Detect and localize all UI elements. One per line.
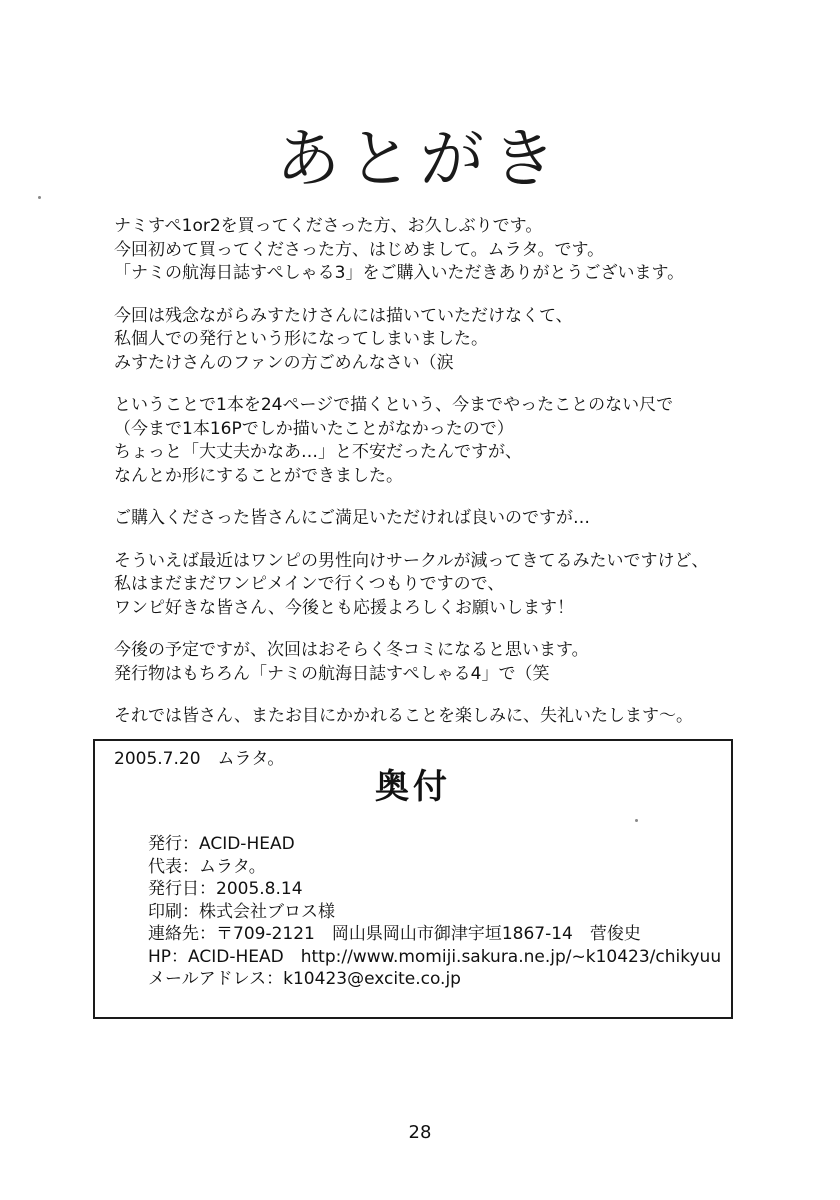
afterword-line: 私個人での発行という形になってしまいました。 — [114, 329, 488, 349]
colophon-box — [93, 739, 733, 1019]
afterword-line: 今回は残念ながらみすたけさんには描いていただけなくて、 — [114, 305, 573, 326]
afterword-body — [114, 215, 754, 771]
speck-mark — [38, 196, 41, 199]
colophon-representative: 代表：ムラタ。 — [148, 856, 266, 877]
colophon-publisher: 発行：ACID-HEAD — [148, 834, 295, 854]
afterword-line: ということで1本を24ページで描くという、今までやったことのない尺で — [114, 395, 674, 415]
afterword-paragraph — [114, 215, 754, 286]
afterword-line: （今まで1本16Pでしか描いたことがなかったので） — [114, 418, 514, 439]
afterword-paragraph — [114, 705, 754, 729]
colophon-email: メールアドレス：k10423@excite.co.jp — [148, 969, 461, 989]
afterword-line: ご購入くださった皆さんにご満足いただければ良いのですが… — [114, 508, 590, 528]
afterword-line: 今回初めて買ってくださった方、はじめまして。ムラタ。です。 — [114, 239, 605, 260]
page-number: 28 — [408, 1122, 432, 1143]
colophon-contact: 連絡先：〒709-2121 岡山県岡山市御津宇垣1867-14 菅俊史 — [148, 924, 641, 944]
afterword-line: 私はまだまだワンピメインで行くつもりですので、 — [114, 574, 505, 594]
afterword-line: そういえば最近はワンピの男性向けサークルが減ってきてるみたいですけど、 — [114, 550, 709, 571]
afterword-line: それでは皆さん、またお目にかかれることを楽しみに、失礼いたします～。 — [114, 706, 694, 726]
afterword-line: 今後の予定ですが、次回はおそらく冬コミになると思います。 — [114, 640, 589, 660]
afterword-line: みすたけさんのファンの方ごめんなさい（涙 — [114, 352, 454, 373]
afterword-signature: 2005.7.20 ムラタ。 — [114, 748, 285, 769]
afterword-line: ナミすぺ1or2を買ってくださった方、お久しぶりです。 — [114, 216, 543, 236]
colophon-homepage: HP：ACID-HEAD http://www.momiji.sakura.ne.jp/~k10423/chikyuu — [148, 946, 722, 967]
afterword-line: ワンピ好きな皆さん、今後とも応援よろしくお願いします！ — [114, 597, 575, 618]
colophon-list — [148, 833, 721, 991]
afterword-paragraph — [114, 639, 754, 686]
afterword-title: あとがき — [276, 123, 564, 197]
speck-mark — [635, 819, 638, 822]
afterword-line: 「ナミの航海日誌すぺしゃる3」をご購入いただきありがとうございます。 — [114, 263, 685, 283]
colophon-printer: 印刷：株式会社ブロス様 — [148, 901, 335, 922]
afterword-paragraph — [114, 394, 754, 488]
afterword-paragraph — [114, 305, 754, 376]
afterword-line: ちょっと「大丈夫かなあ…」と不安だったんですが、 — [114, 442, 522, 462]
colophon-publish-date: 発行日：2005.8.14 — [148, 879, 303, 899]
afterword-paragraph — [114, 550, 754, 621]
afterword-paragraph — [114, 507, 754, 531]
colophon-title: 奥付 — [375, 767, 451, 807]
afterword-line: なんとか形にすることができました。 — [114, 465, 403, 486]
afterword-line: 発行物はもちろん「ナミの航海日誌すぺしゃる4」で（笑 — [114, 663, 550, 684]
